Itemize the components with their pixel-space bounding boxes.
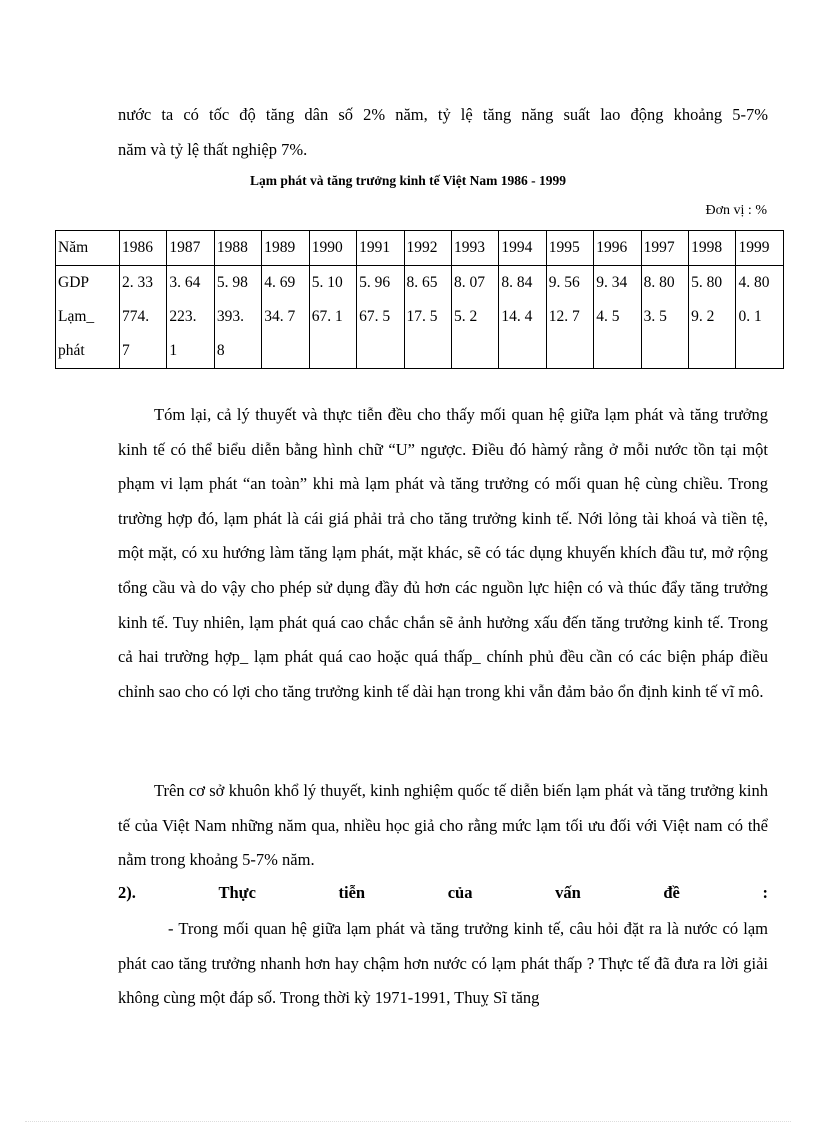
table-row bbox=[56, 266, 784, 301]
year-cell: 1991 bbox=[357, 231, 404, 266]
inflation-cell: 9. 2 bbox=[689, 300, 736, 334]
inflation-cell: 5. 2 bbox=[451, 300, 498, 334]
row-label: Năm bbox=[56, 231, 120, 266]
year-cell: 1997 bbox=[641, 231, 688, 266]
inflation-cell-cont: 1 bbox=[167, 334, 214, 369]
year-cell: 1993 bbox=[451, 231, 498, 266]
practice-paragraph: - Trong mối quan hệ giữa lạm phát và tăng trưởng kinh tế, câu hỏi đặt ra là nước có lạm phát cao tăng trưởng nhanh hơn hay chậm hơn nước có lạm phát thấp ? Thực tế đã đưa ra lời giải không cùng một đáp số. Trong thời kỳ 1971-1991, Thuỵ Sĩ tăng bbox=[118, 919, 768, 1008]
inflation-cell-cont bbox=[546, 334, 593, 369]
summary-paragraph: Tóm lại, cả lý thuyết và thực tiễn đều cho thấy mối quan hệ giữa lạm phát và tăng trưởng kinh tế có thể biểu diễn bằng hình chữ “U” ngược. Điều đó hàmý rằng ở mỗi nước tồn tại một phạm vi lạm phát “an toàn” khi mà lạm phát và tăng trưởng có mối quan hệ cùng chiều. Trong trường hợp đó, lạm phát là cái giá phải trả cho tăng trưởng kinh tế. Nới lỏng tài khoá và tiền tệ, một mặt, có xu hướng làm tăng lạm phát, mặt khác, sẽ có tác dụng khuyến khích đầu tư, mở rộng tổng cầu và do vậy cho phép sử dụng đầy đủ hơn các nguồn lực hiện có và thúc đẩy tăng trưởng kinh tế. Tuy nhiên, lạm phát quá cao chắc chắn sẽ ảnh hưởng xấu đến tăng trưởng kinh tế. Trong cả hai trường hợp_ lạm phát quá cao hoặc quá thấp_ chính phủ đều cần có các biện pháp điều chỉnh sao cho có lợi cho tăng trưởng kinh tế dài hạn trong khi vẫn đảm bảo ổn định kinh tế vĩ mô. bbox=[118, 405, 768, 701]
inflation-cell-cont bbox=[451, 334, 498, 369]
heading-word: của bbox=[447, 883, 473, 902]
year-cell: 1996 bbox=[594, 231, 641, 266]
inflation-cell: 0. 1 bbox=[736, 300, 784, 334]
inflation-cell-cont: 8 bbox=[214, 334, 261, 369]
inflation-cell-cont bbox=[309, 334, 356, 369]
inflation-cell: 67. 1 bbox=[309, 300, 356, 334]
section-number: 2). bbox=[118, 883, 136, 902]
basis-paragraph: Trên cơ sở khuôn khổ lý thuyết, kinh nghiệm quốc tế diễn biến lạm phát và tăng trưởng kinh tế của Việt Nam những năm qua, nhiều học giả cho rằng mức lạm tối ưu đối với Việt nam có thể nằm trong khoảng 5-7% năm. bbox=[118, 781, 768, 870]
gdp-cell: 4. 69 bbox=[262, 266, 309, 301]
gdp-cell: 5. 98 bbox=[214, 266, 261, 301]
inflation-cell-cont bbox=[594, 334, 641, 369]
inflation-cell-cont bbox=[404, 334, 451, 369]
gdp-cell: 5. 80 bbox=[689, 266, 736, 301]
table-unit: Đơn vị : % bbox=[705, 203, 767, 218]
year-cell: 1986 bbox=[120, 231, 167, 266]
inflation-cell: 34. 7 bbox=[262, 300, 309, 334]
inflation-growth-table bbox=[55, 230, 784, 369]
inflation-cell: 774. bbox=[120, 300, 167, 334]
inflation-cell: 393. bbox=[214, 300, 261, 334]
inflation-cell: 14. 4 bbox=[499, 300, 546, 334]
gdp-cell: 8. 65 bbox=[404, 266, 451, 301]
year-cell: 1994 bbox=[499, 231, 546, 266]
table-row bbox=[56, 300, 784, 334]
year-cell: 1992 bbox=[404, 231, 451, 266]
gdp-cell: 5. 10 bbox=[309, 266, 356, 301]
heading-word: : bbox=[762, 883, 768, 902]
section-heading bbox=[118, 878, 768, 908]
year-cell: 1999 bbox=[736, 231, 784, 266]
inflation-cell: 17. 5 bbox=[404, 300, 451, 334]
gdp-cell: 8. 80 bbox=[641, 266, 688, 301]
inflation-cell-cont bbox=[357, 334, 404, 369]
year-cell: 1998 bbox=[689, 231, 736, 266]
gdp-cell: 2. 33 bbox=[120, 266, 167, 301]
heading-word: đề bbox=[663, 883, 680, 902]
inflation-cell-cont bbox=[736, 334, 784, 369]
inflation-cell-cont bbox=[689, 334, 736, 369]
intro-line-1 bbox=[118, 98, 768, 133]
gdp-cell: 5. 96 bbox=[357, 266, 404, 301]
intro-line-1-text: nước ta có tốc độ tăng dân số 2% năm, tỷ lệ tăng năng suất lao động khoảng 5-7% bbox=[118, 105, 768, 124]
heading-word: tiễn bbox=[338, 883, 366, 902]
year-cell: 1990 bbox=[309, 231, 356, 266]
gdp-cell: 9. 56 bbox=[546, 266, 593, 301]
table-caption: Lạm phát và tăng trưởng kinh tế Việt Nam 1986 - 1999 bbox=[250, 173, 566, 188]
inflation-cell: 12. 7 bbox=[546, 300, 593, 334]
gdp-cell: 8. 07 bbox=[451, 266, 498, 301]
table-row bbox=[56, 334, 784, 369]
gdp-cell: 4. 80 bbox=[736, 266, 784, 301]
heading-word: vấn bbox=[555, 883, 581, 902]
row-label: GDP bbox=[56, 266, 120, 301]
inflation-cell: 4. 5 bbox=[594, 300, 641, 334]
inflation-cell-cont: 7 bbox=[120, 334, 167, 369]
gdp-cell: 3. 64 bbox=[167, 266, 214, 301]
heading-word: Thực bbox=[218, 883, 256, 902]
inflation-cell: 3. 5 bbox=[641, 300, 688, 334]
inflation-cell: 223. bbox=[167, 300, 214, 334]
gdp-cell: 9. 34 bbox=[594, 266, 641, 301]
year-cell: 1995 bbox=[546, 231, 593, 266]
inflation-cell-cont bbox=[499, 334, 546, 369]
year-cell: 1988 bbox=[214, 231, 261, 266]
intro-line-2: năm và tỷ lệ thất nghiệp 7%. bbox=[118, 140, 308, 159]
gdp-cell: 8. 84 bbox=[499, 266, 546, 301]
inflation-cell-cont bbox=[262, 334, 309, 369]
inflation-cell-cont bbox=[641, 334, 688, 369]
year-cell: 1989 bbox=[262, 231, 309, 266]
page-bottom-divider bbox=[25, 1121, 791, 1122]
year-cell: 1987 bbox=[167, 231, 214, 266]
inflation-cell: 67. 5 bbox=[357, 300, 404, 334]
row-label: phát bbox=[56, 334, 120, 369]
row-label: Lạm_ bbox=[56, 300, 120, 334]
table-row bbox=[56, 231, 784, 266]
